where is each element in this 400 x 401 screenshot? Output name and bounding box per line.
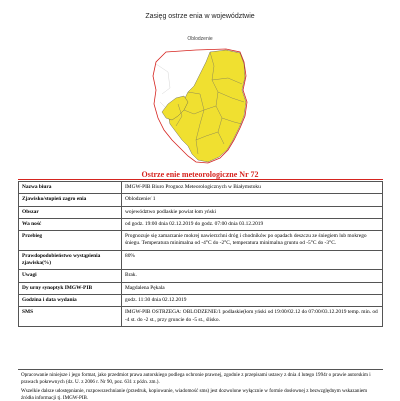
table-row bbox=[19, 218, 383, 230]
map-svg bbox=[148, 44, 252, 166]
row-label: Nazwa biura bbox=[19, 182, 122, 194]
row-value: IMGW-PIB OSTRZEGA: OBLODZENIE/1 podlaskie(łom yński od 19:00/02.12 do 07:00/03.12.2019 temp. min. od -4 st. do -2 st., przy gruncie do -5 st., ślisko. bbox=[122, 307, 383, 327]
copyright-paragraph: Wszelkie dalsze udostępnianie, rozpowszechnianie (przedruk, kopiowanie, wiadomość sms) jest dozwolone wyłącznie w formie dosłownej z bezwzględnym wskazaniem źródła informacji tj. IMGW-PIB. bbox=[21, 388, 368, 401]
table-row bbox=[19, 206, 383, 218]
row-label: Obszar bbox=[19, 206, 122, 218]
page-title: Zasięg ostrze enia w województwie bbox=[145, 13, 255, 20]
row-value: 80% bbox=[122, 250, 383, 270]
row-label: SMS bbox=[19, 307, 122, 327]
alert-details-table bbox=[18, 181, 383, 327]
alert-title: Ostrze enie meteorologiczne Nr 72 bbox=[141, 170, 259, 179]
table-row bbox=[19, 250, 383, 270]
copyright-notice bbox=[18, 369, 383, 401]
alert-title-underline bbox=[18, 179, 383, 180]
row-value: od godz. 19:00 dnia 02.12.2019 do godz. 07:00 dnia 03.12.2019 bbox=[122, 218, 383, 230]
row-value: IMGW-PIB Biuro Prognoz Meteorologicznych w Białymstoku bbox=[122, 182, 383, 194]
voivodeship-map bbox=[148, 44, 252, 166]
table-row bbox=[19, 282, 383, 294]
table-row bbox=[19, 231, 383, 251]
table-row bbox=[19, 194, 383, 206]
row-value: Magdalena Pękala bbox=[122, 282, 383, 294]
row-label: Dy urny synoptyk IMGW-PIB bbox=[19, 282, 122, 294]
row-value: Prognozuje się zamarzanie mokrej nawierzchni dróg i chodników po opadach deszczu ze śniegiem lub mokrego śniegu. Temperatura minimalna od -4°C do -2°C, temperatura minimalna gruntu od -5°C do -3°C. bbox=[122, 231, 383, 251]
table-row bbox=[19, 270, 383, 282]
row-label: Godzina i data wydania bbox=[19, 294, 122, 306]
row-label: Uwagi bbox=[19, 270, 122, 282]
row-value: Brak. bbox=[122, 270, 383, 282]
table-row bbox=[19, 307, 383, 327]
copyright-paragraph: Opracowanie niniejsze i jego format, jako przedmiot prawa autorskiego podlega ochronie prawnej, zgodnie z przepisami ustawy z dnia 4 lutego 1994r o prawie autorskim i prawach pokrewnych (dz. U. z 2006 r. Nr 90, poz. 631 z późn. zm.). bbox=[21, 372, 371, 386]
row-label: Wa ność bbox=[19, 218, 122, 230]
row-label: Przebieg bbox=[19, 231, 122, 251]
row-value: województwo podlaskie powiat łom yński bbox=[122, 206, 383, 218]
row-value: godz. 11:30 dnia 02.12.2019 bbox=[122, 294, 383, 306]
row-label: Prawdopodobieństwo wystąpienia zjawiska(%) bbox=[19, 250, 122, 270]
table-row bbox=[19, 182, 383, 194]
row-label: Zjawisko/stopień zagro enia bbox=[19, 194, 122, 206]
row-value: Oblodzenie/ 1 bbox=[122, 194, 383, 206]
table-row bbox=[19, 294, 383, 306]
map-caption: Oblodzenie bbox=[187, 36, 213, 42]
